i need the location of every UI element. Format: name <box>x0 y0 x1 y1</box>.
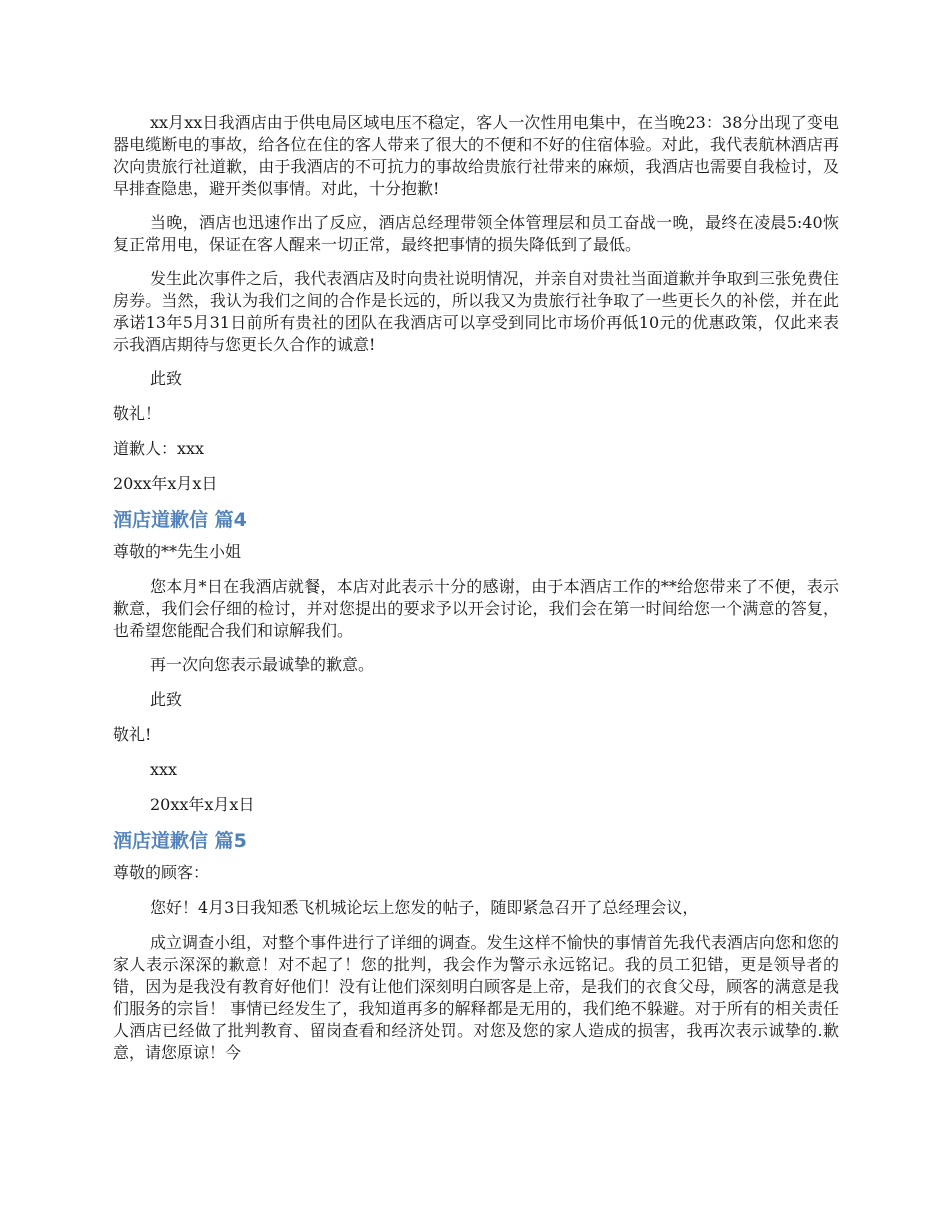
closing-line: 此致 <box>150 690 183 709</box>
date-line: 20xx年x月x日 <box>113 474 218 493</box>
salute-line: 敬礼！ <box>113 404 162 423</box>
greeting-line: 尊敬的顾客： <box>113 863 210 882</box>
closing-line: 此致 <box>150 369 183 388</box>
body-paragraph: 再一次向您表示最诚挚的歉意。 <box>150 655 375 674</box>
body-paragraph: 您好！4月3日我知悉飞机城论坛上您发的帖子，随即紧急召开了总经理会议， <box>150 898 699 917</box>
body-paragraph: 成立调查小组，对整个事件进行了详细的调查。发生这样不愉快的事情首先我代表酒店向您和您的家人表示深深的歉意！对不起了！您的批判，我会作为警示永远铭记。我的员工犯错，更是领导者的错，因为是我没有教育好他们！没有让他们深刻明白顾客是上帝，是我们的衣食父母，顾客的满意是我们服务的宗旨！ 事情已经发生了，我知道再多的解释都是无用的，我们绝不躲避。对于所有的相关责任人酒店已经做了批判教育、留岗查看和经济处罚。对您及您的家人造成的损害，我再次表示诚挚的.歉意，请您原谅！今 <box>113 933 839 1062</box>
signer-line: xxx <box>150 760 178 779</box>
date-line: 20xx年x月x日 <box>150 795 255 814</box>
section-heading: 酒店道歉信 篇5 <box>113 830 247 852</box>
body-paragraph: 您本月*日在我酒店就餐，本店对此表示十分的感谢，由于本酒店工作的**给您带来了不便，表示歉意，我们会仔细的检讨，并对您提出的要求予以开会讨论，我们会在第一时间给您一个满意的答复，也希望您能配合我们和谅解我们。 <box>113 577 839 640</box>
salute-line: 敬礼! <box>113 725 152 744</box>
document-page <box>113 112 839 1076</box>
section-heading: 酒店道歉信 篇4 <box>113 509 247 531</box>
body-paragraph: 发生此次事件之后，我代表酒店及时向贵社说明情况，并亲自对贵社当面道歉并争取到三张免费住房券。当然，我认为我们之间的合作是长远的，所以我又为贵旅行社争取了一些更长久的补偿，并在此承诺13年5月31日前所有贵社的团队在我酒店可以享受到同比市场价再低10元的优惠政策，仅此来表示我酒店期待与您更长久合作的诚意! <box>113 269 839 354</box>
body-paragraph: xx月xx日我酒店由于供电局区域电压不稳定，客人一次性用电集中，在当晚23：38分出现了变电器电缆断电的事故，给各位在住的客人带来了很大的不便和不好的住宿体验。对此，我代表航林酒店再次向贵旅行社道歉，由于我酒店的不可抗力的事故给贵旅行社带来的麻烦，我酒店也需要自我检讨，及早排查隐患，避开类似事情。对此，十分抱歉! <box>113 113 839 198</box>
signer-line: 道歉人：xxx <box>113 439 205 458</box>
greeting-line: 尊敬的**先生小姐 <box>113 542 242 561</box>
body-paragraph: 当晚，酒店也迅速作出了反应，酒店总经理带领全体管理层和员工奋战一晚，最终在凌晨5:40恢复正常用电，保证在客人醒来一切正常，最终把事情的损失降低到了最低。 <box>113 213 839 254</box>
